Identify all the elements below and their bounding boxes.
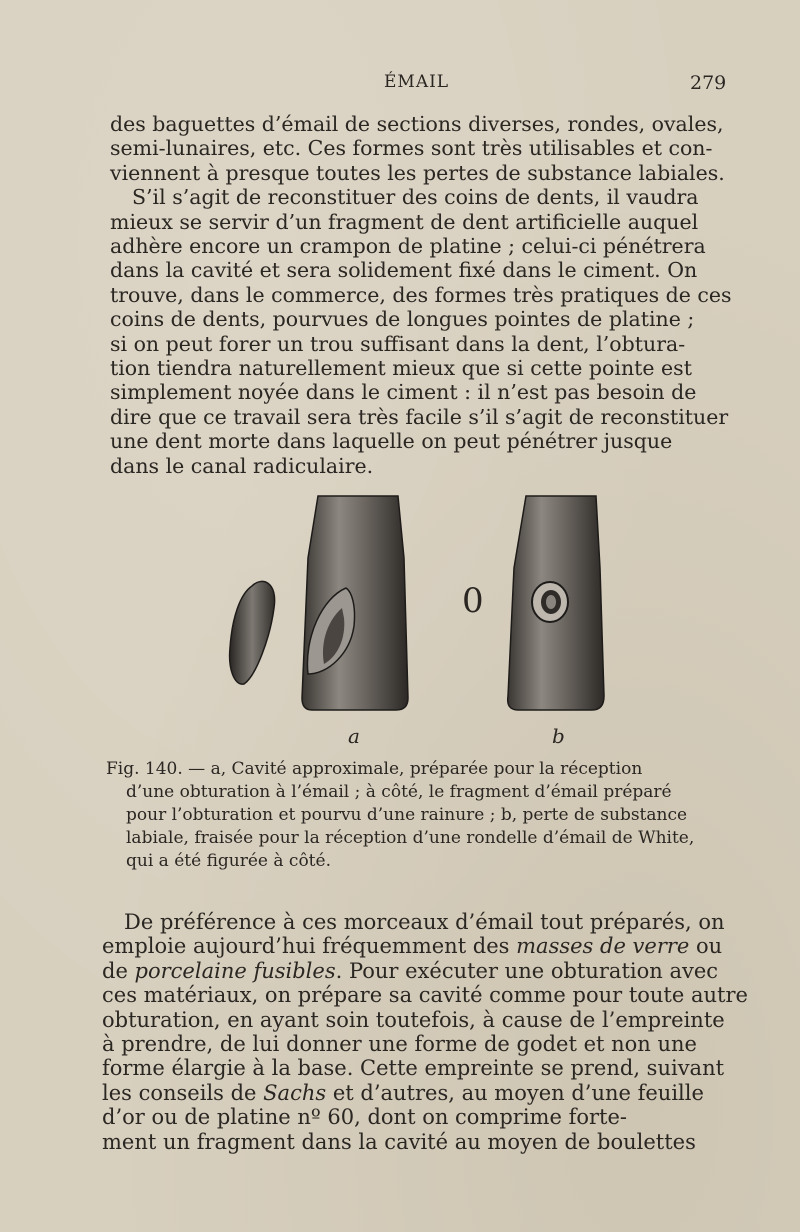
italic-term: masses de verre xyxy=(516,934,690,959)
text-line: simplement noyée dans le ciment : il n’est pas besoin de xyxy=(110,380,697,405)
text-line: mieux se servir d’un fragment de dent artificielle auquel xyxy=(110,209,699,234)
text-run: et d’autres, au moyen d’une feuille xyxy=(326,1080,704,1105)
text-line: ment un fragment dans la cavité au moyen de boulettes xyxy=(102,1129,696,1154)
text-line xyxy=(102,959,718,983)
page-number: 279 xyxy=(690,72,727,94)
text-line: viennent à presque toutes les pertes de substance labiales. xyxy=(110,160,725,185)
tooth-a-approximal-cavity xyxy=(302,496,408,710)
italic-term: porcelaine fusibles xyxy=(134,958,336,983)
text-run: emploie aujourd’hui fréquemment des xyxy=(102,934,517,959)
caption-line: qui a été figurée à côté. xyxy=(126,851,331,871)
text-run: de xyxy=(102,958,135,983)
text-run: les conseils de xyxy=(102,1080,264,1105)
text-line: obturation, en ayant soin toutefois, à cause de l’empreinte xyxy=(102,1007,725,1032)
text-line: des baguettes d’émail de sections diverses, rondes, ovales, xyxy=(110,112,724,136)
running-head: ÉMAIL xyxy=(384,72,450,92)
text-line: S’il s’agit de reconstituer des coins de dents, il vaudra xyxy=(132,185,699,210)
caption-line: pour l’obturation et pourvu d’une rainure ; b, perte de substance xyxy=(126,805,688,825)
text-line: une dent morte dans laquelle on peut pénétrer jusque xyxy=(110,429,673,454)
paragraph-2 xyxy=(102,910,748,1154)
caption-line: labiale, fraisée pour la réception d’une rondelle d’émail de White, xyxy=(126,828,695,848)
figure-caption xyxy=(106,758,718,873)
disc-glyph: 0 xyxy=(462,581,484,621)
text-line: tion tiendra naturellement mieux que si cette pointe est xyxy=(110,356,692,381)
text-line: à prendre, de lui donner une forme de godet et non une xyxy=(102,1032,697,1057)
page-header xyxy=(0,72,800,100)
tooth-illustration xyxy=(200,488,620,728)
figure-label-a: a xyxy=(348,724,360,748)
text-line: dire que ce travail sera très facile s’il s’agit de reconstituer xyxy=(110,404,729,429)
text-line: d’or ou de platine nº 60, dont on comprime forte- xyxy=(102,1105,627,1130)
text-line: forme élargie à la base. Cette empreinte se prend, suivant xyxy=(102,1056,725,1081)
text-line: trouve, dans le commerce, des formes très pratiques de ces xyxy=(110,282,732,307)
enamel-fragment-a xyxy=(230,581,275,684)
text-line: dans la cavité et sera solidement fixé dans le ciment. On xyxy=(110,258,698,283)
text-line: dans le canal radiculaire. xyxy=(110,453,374,478)
tooth-b-labial-loss xyxy=(508,496,604,710)
text-line: si on peut forer un trou suffisant dans la dent, l’obtura- xyxy=(110,331,686,356)
figure-140 xyxy=(200,488,620,748)
figure-label-b: b xyxy=(552,724,565,748)
text-line xyxy=(102,1081,718,1105)
text-line: coins de dents, pourvues de longues pointes de platine ; xyxy=(110,307,695,332)
enamel-disc-b xyxy=(462,581,484,621)
text-line: ces matériaux, on prépare sa cavité comme pour toute autre xyxy=(102,983,748,1008)
italic-term: Sachs xyxy=(263,1080,327,1105)
text-line xyxy=(102,934,723,959)
caption-line: Fig. 140. — a, Cavité approximale, préparée pour la réception xyxy=(106,759,643,779)
paragraph-1 xyxy=(110,112,732,478)
caption-line: d’une obturation à l’émail ; à côté, le fragment d’émail préparé xyxy=(126,782,672,802)
text-line: semi-lunaires, etc. Ces formes sont très utilisables et con- xyxy=(110,136,713,161)
text-run: ou xyxy=(689,934,723,959)
text-line: adhère encore un crampon de platine ; celui-ci pénétrera xyxy=(110,234,706,259)
text-line: De préférence à ces morceaux d’émail tout préparés, on xyxy=(124,910,725,934)
text-run: . Pour exécuter une obturation avec xyxy=(335,958,719,983)
